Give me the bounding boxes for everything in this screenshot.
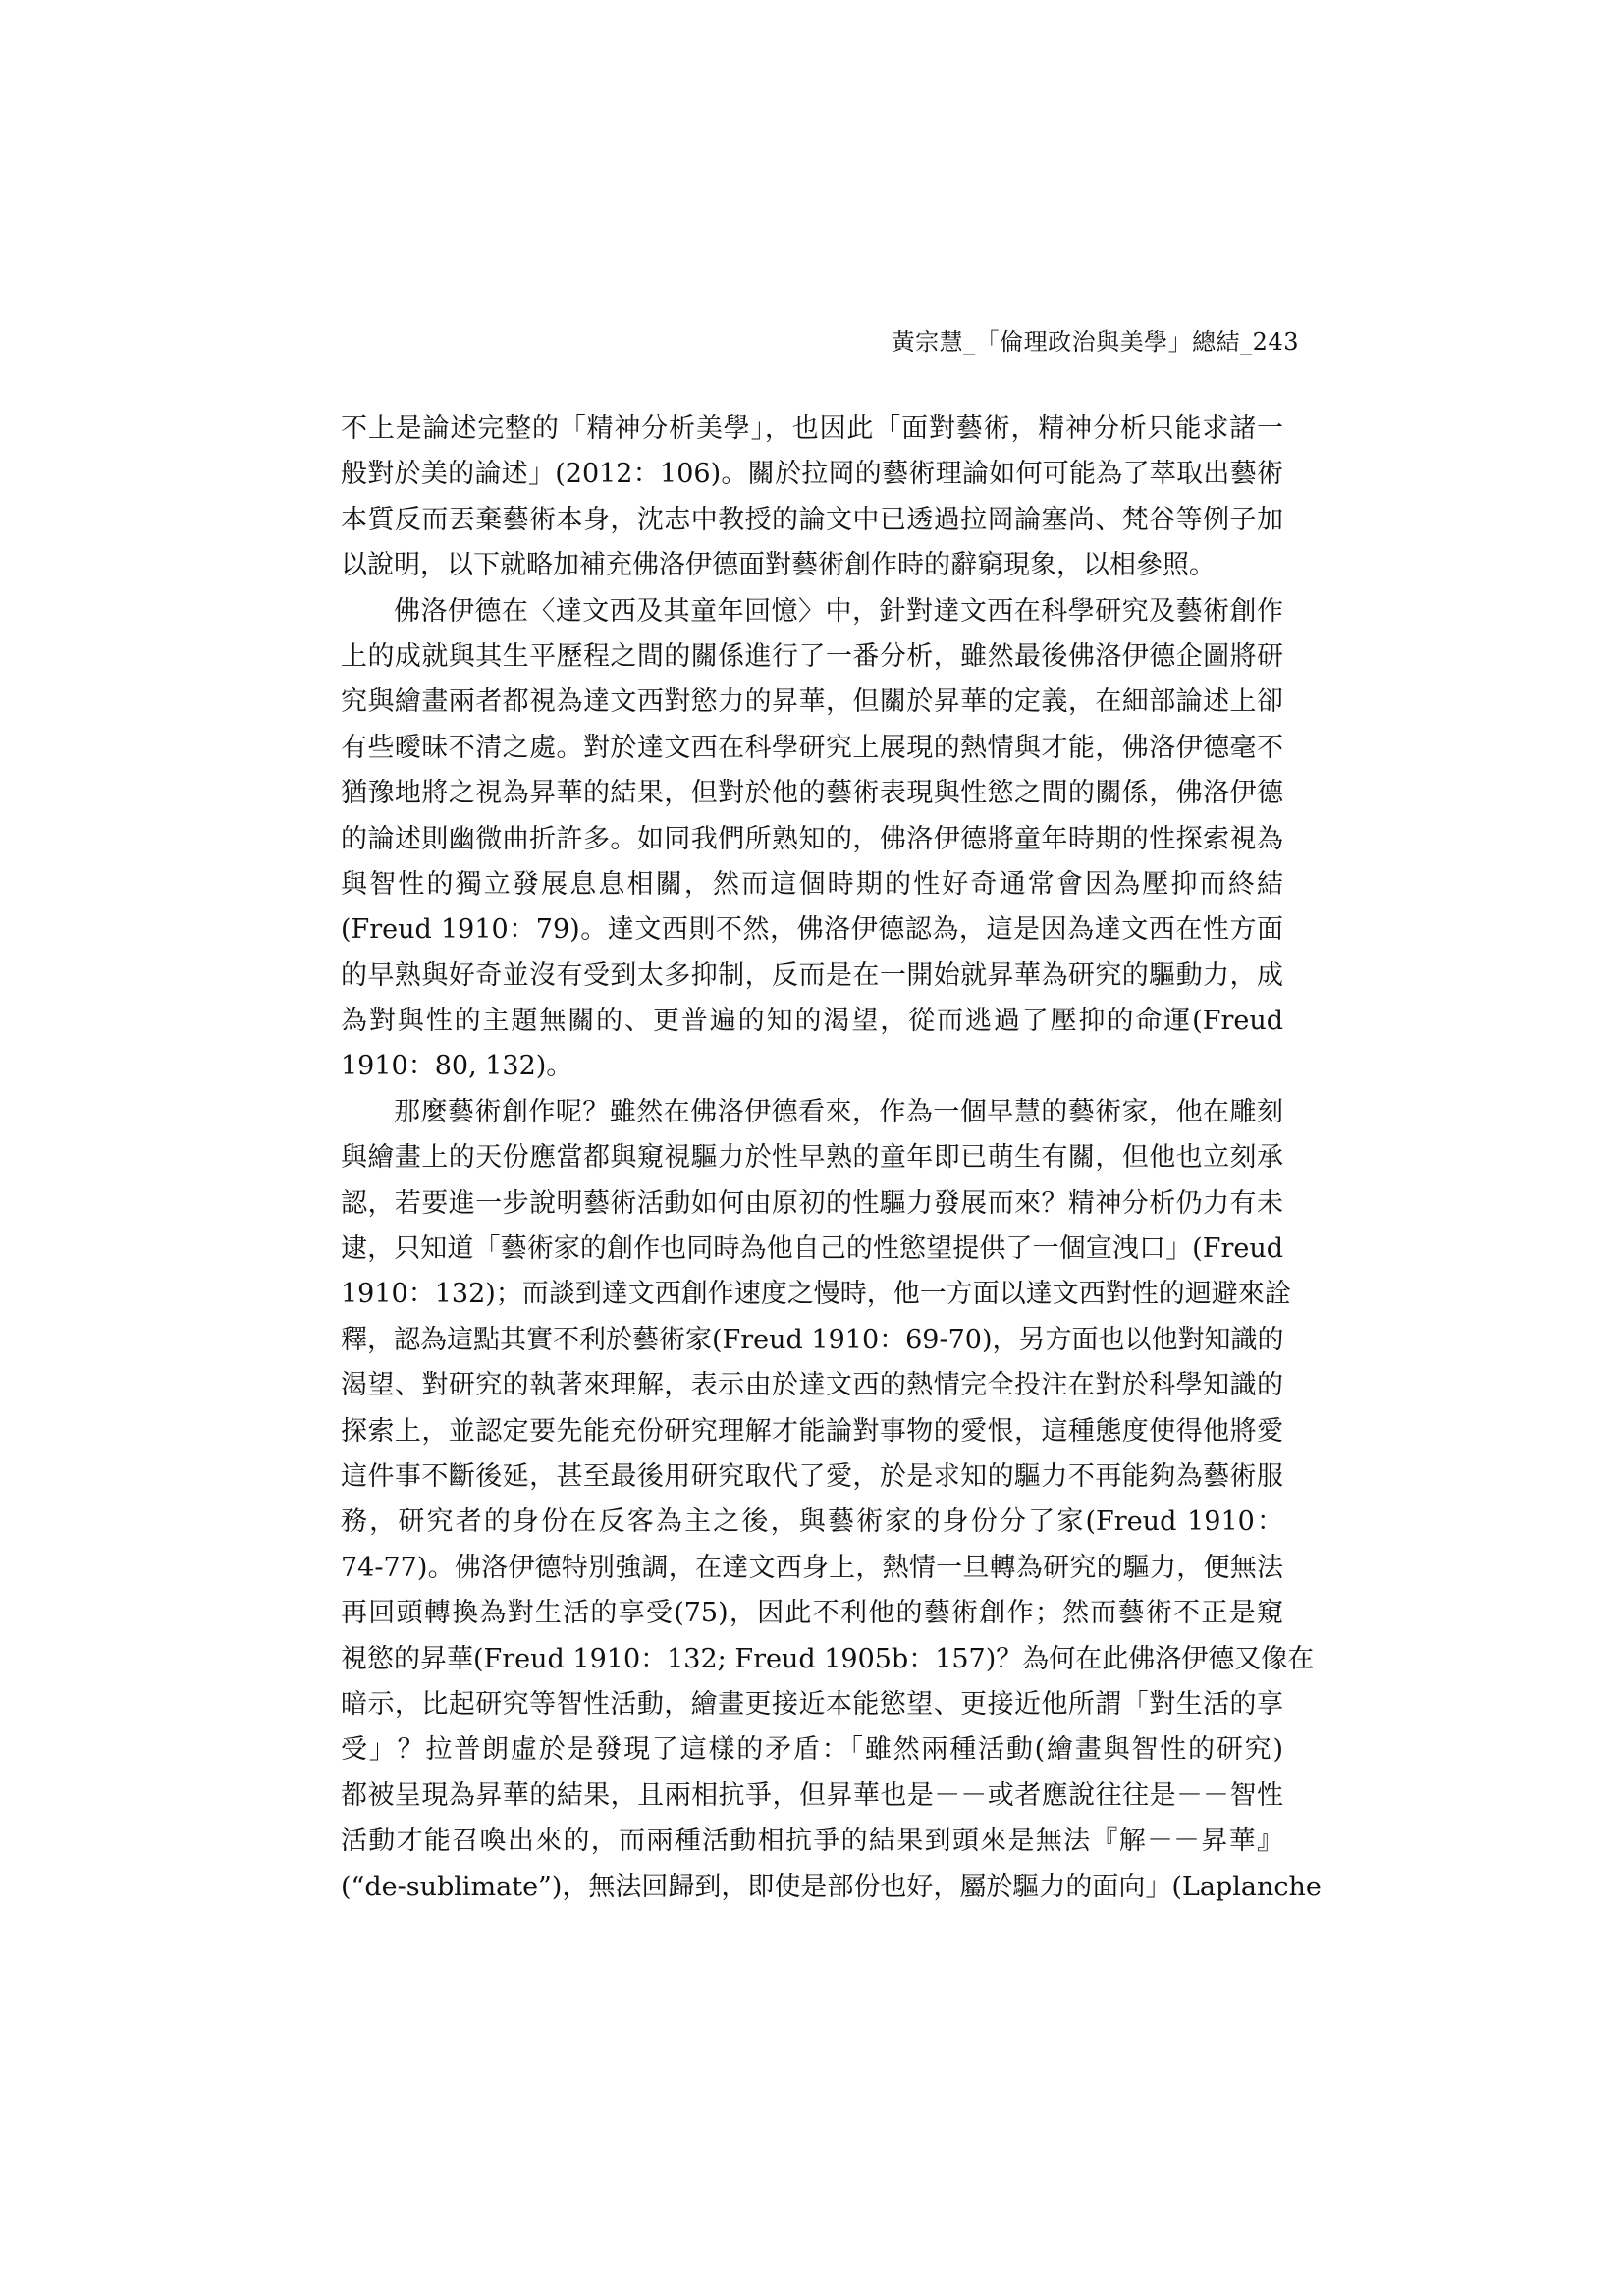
paragraph-3-line: 活動才能召喚出來的，而兩種活動相抗爭的結果到頭來是無法『解－－昇華』	[341, 1826, 1283, 1857]
paragraph-3-line: 這件事不斷後延，甚至最後用研究取代了愛，於是求知的驅力不再能夠為藝術服	[341, 1460, 1283, 1492]
paragraph-3-line: 1910：132)；而談到達文西創作速度之慢時，他一方面以達文西對性的迴避來詮	[341, 1279, 1291, 1310]
paragraph-3-line: 受」？拉普朗虛於是發現了這樣的矛盾：「雖然兩種活動(繪畫與智性的研究)	[341, 1734, 1283, 1766]
paragraph-2-line: 與智性的獨立發展息息相關，然而這個時期的性好奇通常會因為壓抑而終結	[341, 868, 1283, 900]
paragraph-3-line: 釋，認為這點其實不利於藝術家(Freud 1910：69-70)，另方面也以他對知識的	[341, 1324, 1284, 1355]
paragraph-3-line: 認，若要進一步說明藝術活動如何由原初的性驅力發展而來？精神分析仍力有未	[341, 1187, 1283, 1219]
paragraph-3-line: 視慾的昇華(Freud 1910：132; Freud 1905b：157)？為何在此佛洛伊德又像在	[341, 1643, 1315, 1674]
paragraph-2-line: 1910：80, 132)。	[341, 1051, 573, 1082]
paragraph-2-line: 為對與性的主題無關的、更普遍的知的渴望，從而逃過了壓抑的命運(Freud	[341, 1006, 1283, 1037]
paragraph-3-line: 暗示，比起研究等智性活動，繪畫更接近本能慾望、更接近他所謂「對生活的享	[341, 1688, 1283, 1720]
paragraph-2-line: 有些曖昧不清之處。對於達文西在科學研究上展現的熱情與才能，佛洛伊德毫不	[341, 732, 1283, 763]
paragraph-2-line: (Freud 1910：79)。達文西則不然，佛洛伊德認為，這是因為達文西在性方面	[341, 914, 1283, 946]
paragraph-3-line: 務，研究者的身份在反客為主之後，與藝術家的身份分了家(Freud 1910：	[341, 1506, 1283, 1538]
body-text	[341, 407, 1322, 1910]
paragraph-2-line: 的論述則幽微曲折許多。如同我們所熟知的，佛洛伊德將童年時期的性探索視為	[341, 823, 1283, 854]
paragraph-2-line: 究與繪畫兩者都視為達文西對慾力的昇華，但關於昇華的定義，在細部論述上卻	[341, 686, 1283, 718]
paragraph-2-line: 的早熟與好奇並沒有受到太多抑制，反而是在一開始就昇華為研究的驅動力，成	[341, 959, 1283, 991]
paragraph-3-line: 探索上，並認定要先能充份研究理解才能論對事物的愛恨，這種態度使得他將愛	[341, 1415, 1283, 1447]
paragraph-2-line: 猶豫地將之視為昇華的結果，但對於他的藝術表現與性慾之間的關係，佛洛伊德	[341, 778, 1283, 809]
running-header: 黃宗慧_「倫理政治與美學」總結_243	[891, 328, 1299, 355]
paragraph-1-line: 般對於美的論述」(2012：106)。關於拉岡的藝術理論如何可能為了萃取出藝術	[341, 459, 1283, 490]
paragraph-2-line: 佛洛伊德在〈達文西及其童年回憶〉中，針對達文西在科學研究及藝術創作	[394, 595, 1283, 627]
paragraph-3-line: 逮，只知道「藝術家的創作也同時為他自己的性慾望提供了一個宣洩口」(Freud	[341, 1233, 1283, 1265]
paragraph-1-line: 本質反而丟棄藝術本身，沈志中教授的論文中已透過拉岡論塞尚、梵谷等例子加	[341, 504, 1283, 535]
paragraph-1-line: 以說明，以下就略加補充佛洛伊德面對藝術創作時的辭窮現象，以相參照。	[341, 550, 1216, 581]
paragraph-3-line: 74-77)。佛洛伊德特別強調，在達文西身上，熱情一旦轉為研究的驅力，便無法	[341, 1552, 1283, 1583]
paragraph-3-line: (“de-sublimate”)，無法回歸到，即使是部份也好，屬於驅力的面向」(Laplanche	[341, 1871, 1322, 1902]
paragraph-3-line: 與繪畫上的天份應當都與窺視驅力於性早熟的童年即已萌生有關，但他也立刻承	[341, 1142, 1283, 1174]
paragraph-3-line: 渴望、對研究的執著來理解，表示由於達文西的熱情完全投注在對於科學知識的	[341, 1370, 1283, 1401]
paragraph-3-line: 都被呈現為昇華的結果，且兩相抗爭，但昇華也是－－或者應說往往是－－智性	[341, 1779, 1283, 1811]
paragraph-3-line: 那麼藝術創作呢？雖然在佛洛伊德看來，作為一個早慧的藝術家，他在雕刻	[394, 1096, 1283, 1127]
paragraph-2-line: 上的成就與其生平歷程之間的關係進行了一番分析，雖然最後佛洛伊德企圖將研	[341, 640, 1283, 672]
paragraph-3-line: 再回頭轉換為對生活的享受(75)，因此不利他的藝術創作；然而藝術不正是窺	[341, 1598, 1283, 1629]
paragraph-1-line: 不上是論述完整的「精神分析美學」，也因此「面對藝術，精神分析只能求諸一	[341, 413, 1283, 444]
